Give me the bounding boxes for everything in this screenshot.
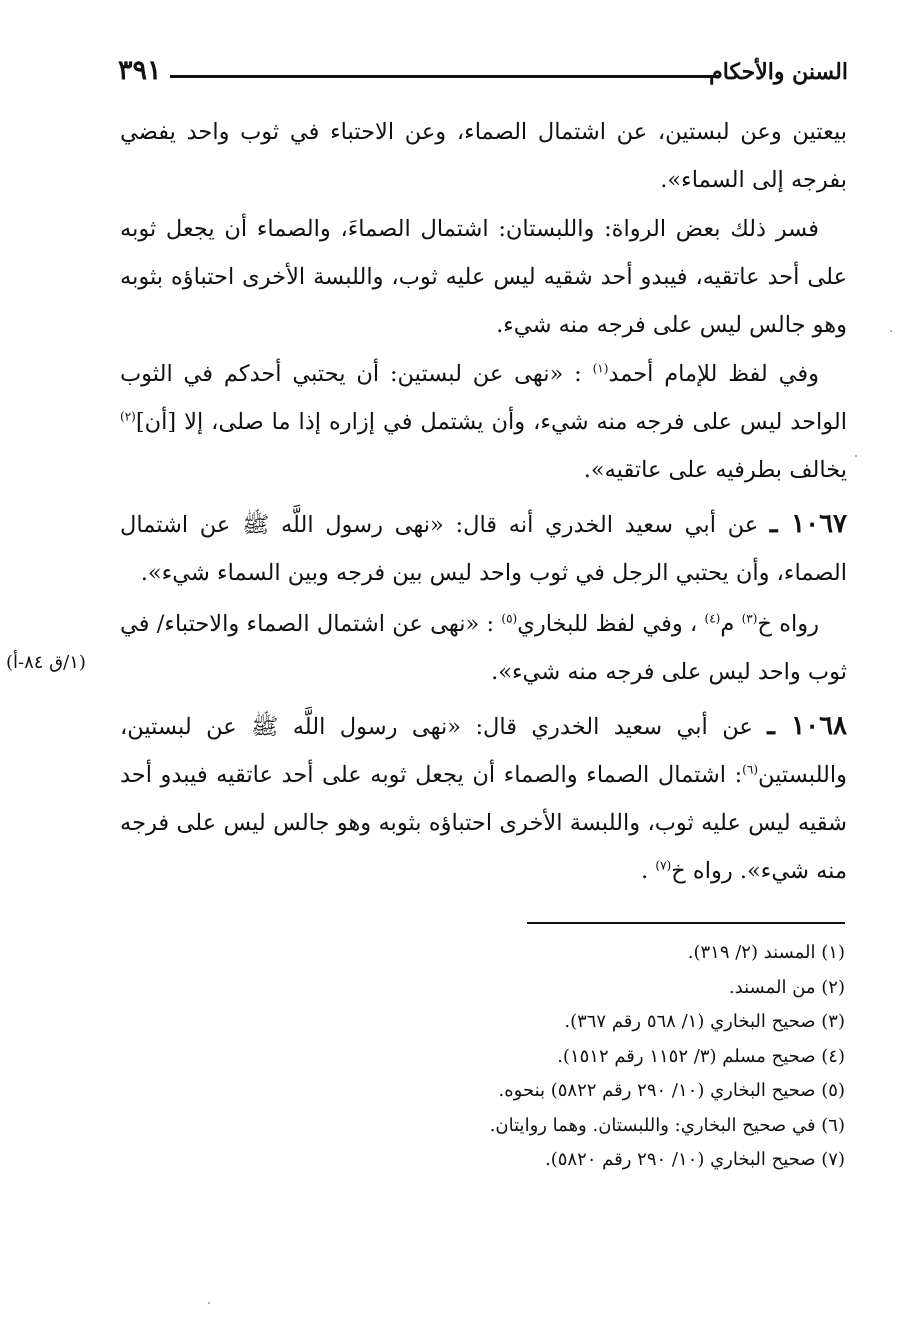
footnote-separator [527,922,845,924]
footnotes [300,936,845,1178]
footnote-ref[interactable]: (١) [592,361,609,376]
hadith-text: . [641,858,656,884]
page-header [118,55,848,95]
footnote-item: (٦) في صحيح البخاري: واللبستان. وهما روايتان. [489,1114,845,1136]
hadith-1068 [120,702,847,895]
scan-speck [890,330,892,332]
footnote-item: (٤) صحيح مسلم (٣/ ١١٥٢ رقم ١٥١٢). [557,1045,845,1067]
hadith-text: عن أبي سعيد الخدري أنه قال: «نهى رسول اللَّه ﷺ عن اشتمال الصماء، وأن يحتبي الرجل في ثوب واحد ليس بين فرجه وبين السماء شيء». [120,512,847,586]
running-title: السنن والأحكام [709,59,848,85]
manuscript-margin-note: (١/ق ٨٤-أ) [6,652,86,673]
paragraph-narration-sources [120,600,847,696]
paragraph-text: م [720,611,742,637]
footnote-ref[interactable]: (٤) [704,611,721,626]
footnote-ref[interactable]: (٣) [741,611,758,626]
paragraph-continuation [120,108,847,204]
hadith-number: ١٠٦٧ ـ [769,509,847,539]
paragraph-ahmad-wording [120,350,847,494]
footnote-ref[interactable]: (٦) [742,762,758,777]
footnote-item: (٥) صحيح البخاري (١٠/ ٢٩٠ رقم ٥٨٢٢) بنحوه. [498,1080,845,1101]
paragraph-text: رواه خ [757,611,819,637]
footnote-item: (١) المسند (٢/ ٣١٩). [687,942,845,963]
footnote-item: (٧) صحيح البخاري (١٠/ ٢٩٠ رقم ٥٨٢٠). [545,1149,845,1170]
paragraph-text: فسر ذلك بعض الرواة: واللبستان: اشتمال الصماءَ، والصماء أن يجعل ثوبه على أحد عاتقيه، فيبدو أحد شقيه ليس عليه ثوب، واللبسة الأخرى احتباؤه بثوبه وهو جالس ليس على فرجه منه شيء. [120,216,847,338]
hadith-text: : اشتمال الصماء والصماء أن يجعل ثوبه على أحد عاتقيه فيبدو أحد شقيه ليس عليه ثوب، واللبسة الأخرى احتباؤه بثوبه وهو جالس ليس على فرجه منه شيء». رواه خ [120,762,847,884]
footnote-item: (٣) صحيح البخاري (١/ ٥٦٨ رقم ٣٦٧). [564,1011,845,1032]
hadith-text: عن أبي سعيد الخدري قال: «نهى رسول اللَّه ﷺ عن لبستين، واللبستين [120,714,847,788]
scan-speck [855,455,857,457]
scan-speck [208,1302,210,1304]
page-number: ٣٩١ [118,55,162,86]
hadith-number: ١٠٦٨ ـ [767,711,847,741]
paragraph-text: يخالف بطرفيه على عاتقيه». [583,457,847,483]
header-rule [170,75,720,78]
footnote-ref[interactable]: (٢) [120,409,136,424]
paragraph-text: : «نهى عن لبستين: أن يحتبي أحدكم في الثوب الواحد ليس على فرجه منه شيء، وأن يشتمل في إزاره إذا ما صلى، إلا [أن] [120,361,847,435]
footnote-item: (٢) من المسند. [728,976,845,998]
paragraph-text: وفي لفظ للإمام أحمد [608,361,819,387]
paragraph-text: بيعتين وعن لبستين، عن اشتمال الصماء، وعن الاحتباء في ثوب واحد يفضي بفرجه إلى السماء». [120,119,847,193]
footnote-ref[interactable]: (٧) [655,858,672,873]
paragraph-text: : «نهى عن اشتمال الصماء والاحتباء/ في ثوب واحد ليس على فرجه منه شيء». [120,611,847,685]
paragraph-text: ، وفي لفظ للبخاري [517,611,705,637]
hadith-1067 [120,500,847,597]
paragraph-explanation [120,205,847,349]
footnote-ref[interactable]: (٥) [501,611,518,626]
